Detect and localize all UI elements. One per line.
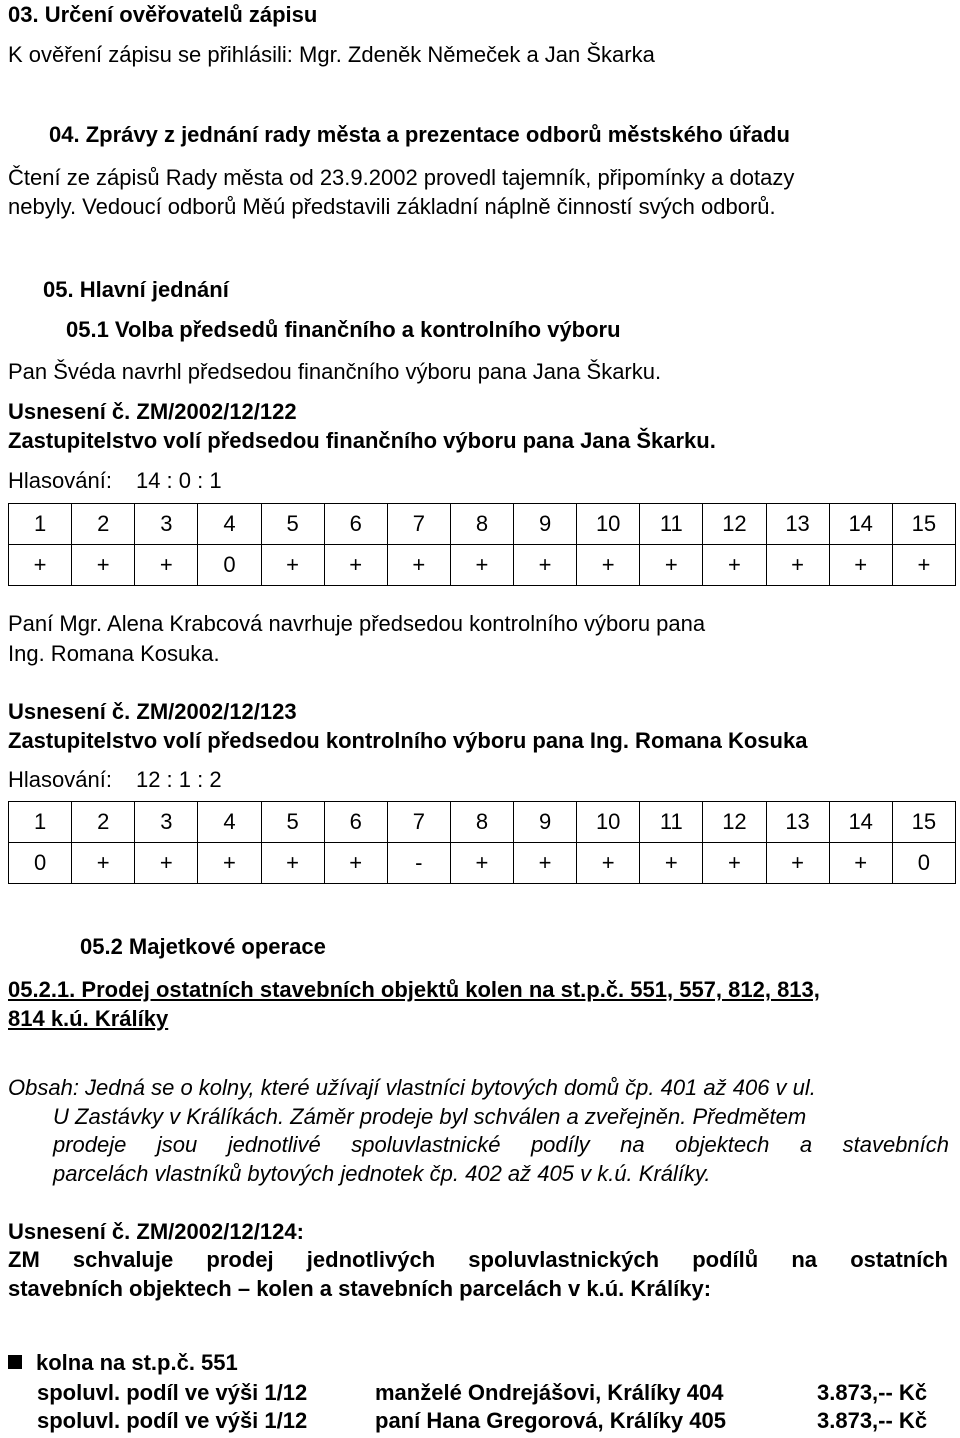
vote-label: Hlasování: [8, 767, 112, 792]
resolution-id: ZM/2002/12/123 [130, 699, 297, 724]
member-number-cell: 8 [450, 802, 513, 843]
vote-cell: + [514, 545, 577, 586]
member-number-cell: 8 [450, 504, 513, 545]
vote-cell: + [261, 843, 324, 884]
member-number-cell: 14 [829, 504, 892, 545]
vote-cell: + [766, 545, 829, 586]
vote-cell: + [577, 843, 640, 884]
vote-cell: + [640, 843, 703, 884]
vote-cell: + [198, 843, 261, 884]
member-number-cell: 9 [514, 504, 577, 545]
vote-cell: 0 [198, 545, 261, 586]
vote-table-2 [8, 801, 956, 884]
member-number-cell: 14 [829, 802, 892, 843]
resolution-label: Usnesení č. [8, 699, 131, 724]
proposal-control-line-2: Ing. Romana Kosuka. [8, 641, 220, 666]
share-row-share: spoluvl. podíl ve výši 1/12 [37, 1408, 308, 1433]
section-05-2-heading: 05.2 Majetkové operace [80, 934, 326, 959]
section-04-heading: 04. Zprávy z jednání rady města a prezentace odborů městského úřadu [49, 122, 790, 147]
member-number-cell: 2 [72, 802, 135, 843]
content-line-3: prodeje jsou jednotlivé spoluvlastnické podíly na objektech a stavebních [53, 1132, 949, 1157]
member-number-cell: 1 [9, 504, 72, 545]
vote-cell: + [514, 843, 577, 884]
vote-table-vote-row [9, 843, 956, 884]
parcel-item [8, 1348, 238, 1378]
vote-table-1 [8, 503, 956, 586]
member-number-cell: 10 [577, 802, 640, 843]
member-number-cell: 5 [261, 802, 324, 843]
vote-table-number-row [9, 802, 956, 843]
resolution-124-line-1: ZM schvaluje prodej jednotlivých spoluvlastnických podílů na ostatních [8, 1247, 948, 1272]
vote-cell: + [640, 545, 703, 586]
resolution-id: ZM/2002/12/122 [130, 399, 297, 424]
member-number-cell: 13 [766, 802, 829, 843]
vote-cell: + [892, 545, 955, 586]
member-number-cell: 13 [766, 504, 829, 545]
vote-cell: + [324, 545, 387, 586]
vote-result: 12 : 1 : 2 [135, 767, 222, 792]
resolution-123-number [8, 697, 297, 727]
member-number-cell: 12 [703, 802, 766, 843]
verifiers-text: K ověření zápisu se přihlásili: Mgr. Zdeněk Němeček a Jan Škarka [8, 42, 655, 67]
share-row-owner: manželé Ondrejášovi, Králíky 404 [375, 1380, 724, 1405]
resolution-label: Usnesení č. [8, 399, 131, 424]
vote-cell: + [703, 545, 766, 586]
section-05-1-heading: 05.1 Volba předsedů finančního a kontrolního výboru [66, 317, 621, 342]
content-line-2: U Zastávky v Králíkách. Záměr prodeje byl schválen a zveřejněn. Předmětem [53, 1104, 807, 1129]
member-number-cell: 10 [577, 504, 640, 545]
member-number-cell: 5 [261, 504, 324, 545]
vote-cell: + [135, 545, 198, 586]
vote-cell: + [72, 843, 135, 884]
vote-table-number-row [9, 504, 956, 545]
share-row-share: spoluvl. podíl ve výši 1/12 [37, 1380, 308, 1405]
resolution-123-text: Zastupitelstvo volí předsedou kontrolního výboru pana Ing. Romana Kosuka [8, 728, 808, 753]
member-number-cell: 11 [640, 504, 703, 545]
vote-cell: + [829, 843, 892, 884]
vote-summary-2 [8, 765, 222, 795]
parcel-label: kolna na st.p.č. 551 [36, 1350, 238, 1375]
content-line-1: Obsah: Jedná se o kolny, které užívají vlastníci bytových domů čp. 401 až 406 v ul. [8, 1075, 816, 1100]
vote-cell: + [135, 843, 198, 884]
vote-cell: + [703, 843, 766, 884]
vote-cell: 0 [892, 843, 955, 884]
section-03-heading: 03. Určení ověřovatelů zápisu [8, 2, 318, 27]
proposal-control-line-1: Paní Mgr. Alena Krabcová navrhuje předsedou kontrolního výboru pana [8, 611, 706, 636]
member-number-cell: 2 [72, 504, 135, 545]
vote-cell: + [261, 545, 324, 586]
vote-cell: + [324, 843, 387, 884]
member-number-cell: 7 [387, 802, 450, 843]
vote-cell: + [829, 545, 892, 586]
vote-cell: + [387, 545, 450, 586]
proposal-finance: Pan Švéda navrhl předsedou finančního výboru pana Jana Škarku. [8, 359, 662, 384]
member-number-cell: 4 [198, 504, 261, 545]
vote-cell: + [577, 545, 640, 586]
member-number-cell: 15 [892, 504, 955, 545]
resolution-122-number [8, 397, 297, 427]
square-bullet-icon [8, 1355, 22, 1369]
member-number-cell: 3 [135, 504, 198, 545]
share-row-price: 3.873,-- Kč [817, 1380, 928, 1405]
member-number-cell: 12 [703, 504, 766, 545]
vote-cell: + [450, 545, 513, 586]
vote-label: Hlasování: [8, 468, 112, 493]
resolution-124-line-2: stavebních objektech – kolen a stavebních parcelách v k.ú. Králíky: [8, 1276, 712, 1301]
member-number-cell: 4 [198, 802, 261, 843]
vote-cell: + [450, 843, 513, 884]
vote-cell: + [766, 843, 829, 884]
resolution-122-text: Zastupitelstvo volí předsedou finančního výboru pana Jana Škarku. [8, 428, 716, 453]
vote-summary-1 [8, 466, 222, 496]
member-number-cell: 3 [135, 802, 198, 843]
member-number-cell: 7 [387, 504, 450, 545]
vote-result: 14 : 0 : 1 [135, 468, 222, 493]
item-05-2-1-heading-line-2: 814 k.ú. Králíky [8, 1006, 169, 1031]
section-05-heading: 05. Hlavní jednání [43, 277, 229, 302]
vote-table-vote-row [9, 545, 956, 586]
share-row-owner: paní Hana Gregorová, Králíky 405 [375, 1408, 726, 1433]
vote-cell: 0 [9, 843, 72, 884]
member-number-cell: 1 [9, 802, 72, 843]
member-number-cell: 11 [640, 802, 703, 843]
vote-cell: + [72, 545, 135, 586]
item-05-2-1-heading-line-1: 05.2.1. Prodej ostatních stavebních objektů kolen na st.p.č. 551, 557, 812, 813, [8, 977, 820, 1002]
vote-cell: - [387, 843, 450, 884]
section-04-line-1: Čtení ze zápisů Rady města od 23.9.2002 provedl tajemník, připomínky a dotazy [8, 165, 795, 190]
share-row-price: 3.873,-- Kč [817, 1408, 928, 1433]
resolution-124-number: Usnesení č. ZM/2002/12/124: [8, 1219, 304, 1244]
section-04-line-2: nebyly. Vedoucí odborů Měú představili základní náplně činností svých odborů. [8, 194, 776, 219]
vote-cell: + [9, 545, 72, 586]
member-number-cell: 15 [892, 802, 955, 843]
member-number-cell: 6 [324, 802, 387, 843]
member-number-cell: 9 [514, 802, 577, 843]
member-number-cell: 6 [324, 504, 387, 545]
content-line-4: parcelách vlastníků bytových jednotek čp. 402 až 405 v k.ú. Králíky. [53, 1161, 711, 1186]
